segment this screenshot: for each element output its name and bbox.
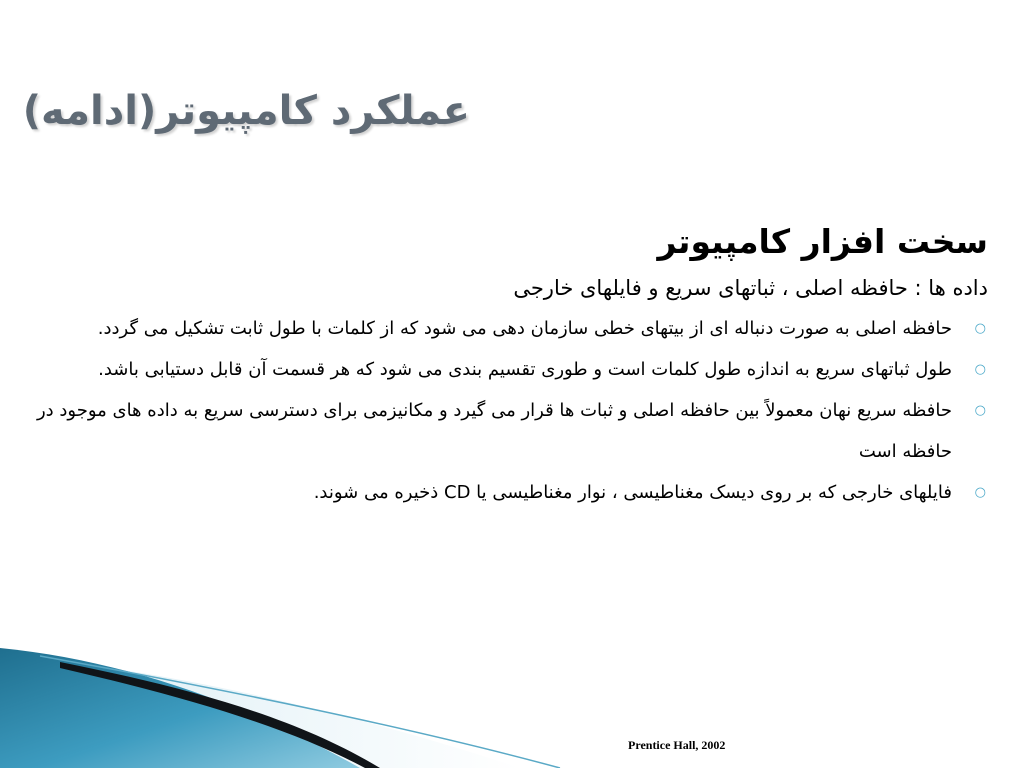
bullet-text: طول ثباتهای سریع به اندازه طول کلمات است و طوری تقسیم بندی می شود که هر قسمت آن قابل دستیابی باشد. — [98, 359, 952, 380]
wave-blue-band — [0, 648, 360, 768]
bullet-item-registers — [28, 349, 988, 390]
wave-fine-line — [40, 656, 560, 768]
bullet-item-main-memory — [28, 308, 988, 349]
bullet-text: فایلهای خارجی که بر روی دیسک مغناطیسی ، نوار مغناطیسی یا CD ذخیره می شوند. — [313, 482, 952, 503]
circle-bullet-icon: ○ — [974, 321, 986, 336]
circle-bullet-icon: ○ — [974, 362, 986, 377]
wave-light-band — [0, 655, 520, 768]
circle-bullet-icon: ○ — [974, 485, 986, 500]
subheading: داده ها : حافظه اصلی ، ثباتهای سریع و فایلهای خارجی — [513, 276, 988, 300]
bullet-item-cache — [28, 390, 988, 472]
circle-bullet-icon: ○ — [974, 403, 986, 418]
slide-title: عملکرد کامپیوتر(ادامه) — [22, 88, 470, 134]
wave-black-stripe — [60, 662, 380, 768]
slide-content — [28, 214, 988, 513]
footer-credit: Prentice Hall, 2002 — [628, 738, 726, 752]
bullet-item-external-files — [28, 472, 988, 513]
bullet-text: حافظه سریع نهان معمولاً بین حافظه اصلی و ثبات ها قرار می گیرد و مکانیزمی برای دسترسی سریع به داده های موجود در حافظه است — [36, 400, 952, 462]
bullet-list — [28, 308, 988, 513]
bullet-text: حافظه اصلی به صورت دنباله ای از بیتهای خطی سازمان دهی می شود که از کلمات با طول ثابت تشکیل می گردد. — [97, 318, 952, 339]
section-heading: سخت افزار کامپیوتر — [657, 222, 988, 261]
